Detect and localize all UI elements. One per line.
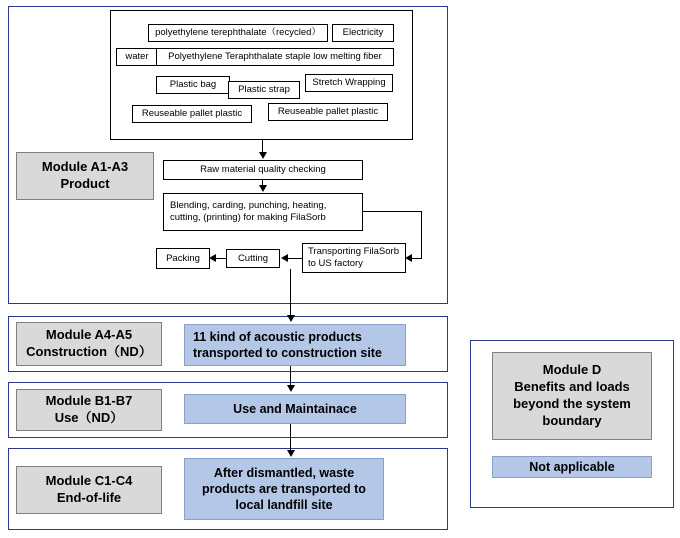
arrow-into-transport <box>405 254 412 262</box>
connector-use-to-eol <box>290 424 291 450</box>
input-reusable-pallet-plastic-1: Reuseable pallet plastic <box>132 105 252 123</box>
arrow-construction-to-use <box>287 385 295 392</box>
arrow-packing-to-construction <box>287 315 295 322</box>
module-a1a3-line1: Module A1-A3 <box>41 159 129 175</box>
process-raw-material-quality-checking: Raw material quality checking <box>163 160 363 180</box>
module-label-b1-b7 <box>16 389 162 431</box>
module-b1b7-line2: Use（ND） <box>54 410 124 425</box>
input-water: water <box>116 48 158 66</box>
process-blending-carding: Blending, carding, punching, heating, cutting, (printing) for making FilaSorb <box>163 193 363 231</box>
connector-packing-to-construction <box>290 269 291 317</box>
arrow-raw-to-blending <box>259 185 267 192</box>
arrow-cutting-to-packing <box>209 254 216 262</box>
module-label-c1-c4 <box>16 466 162 514</box>
module-label-a1-a3 <box>16 152 154 200</box>
input-stretch-wrapping: Stretch Wrapping <box>305 74 393 92</box>
module-c1c4-line1: Module C1-C4 <box>45 473 133 489</box>
arrow-use-to-eol <box>287 450 295 457</box>
module-label-d <box>492 352 652 440</box>
module-c1c4-line2: End-of-life <box>56 490 122 505</box>
module-d-status: Not applicable <box>492 456 652 478</box>
stage-end-of-life-description: After dismantled, waste products are transported to local landfill site <box>184 458 384 520</box>
module-d-line3: beyond the system <box>513 396 631 411</box>
input-plastic-bag: Plastic bag <box>156 76 230 94</box>
connector-blending-down <box>421 211 422 258</box>
stage-use-description: Use and Maintainace <box>184 394 406 424</box>
input-electricity: Electricity <box>332 24 394 42</box>
process-cutting: Cutting <box>226 249 280 268</box>
input-pet-staple-fiber: Polyethylene Teraphthalate staple low melting fiber <box>156 48 394 66</box>
module-b1b7-line1: Module B1-B7 <box>45 393 133 409</box>
input-pet-recycled: polyethylene terephthalate（recycled） <box>148 24 328 42</box>
module-d-line1: Module D <box>542 362 602 378</box>
module-a4a5-line1: Module A4-A5 <box>45 327 133 343</box>
module-a1a3-line2: Product <box>60 176 110 191</box>
module-d-line2: Benefits and loads <box>514 379 630 395</box>
module-d-line4: boundary <box>542 412 602 428</box>
arrow-transport-to-cutting <box>281 254 288 262</box>
input-reusable-pallet-plastic-2: Reuseable pallet plastic <box>268 103 388 121</box>
arrow-inputs-to-raw-material <box>259 152 267 159</box>
connector-into-transport <box>412 258 422 259</box>
stage-construction-description: 11 kind of acoustic products transported to construction site <box>184 324 406 366</box>
module-label-a4-a5 <box>16 322 162 366</box>
connector-construction-to-use <box>290 366 291 386</box>
connector-blending-right <box>363 211 421 212</box>
process-transporting-filasorb: Transporting FilaSorb to US factory <box>302 243 406 273</box>
connector-transport-to-cutting <box>288 258 302 259</box>
input-plastic-strap: Plastic strap <box>228 81 300 99</box>
module-a4a5-line2: Construction（ND） <box>26 344 152 359</box>
connector-cutting-to-packing <box>216 258 226 259</box>
process-packing: Packing <box>156 248 210 269</box>
